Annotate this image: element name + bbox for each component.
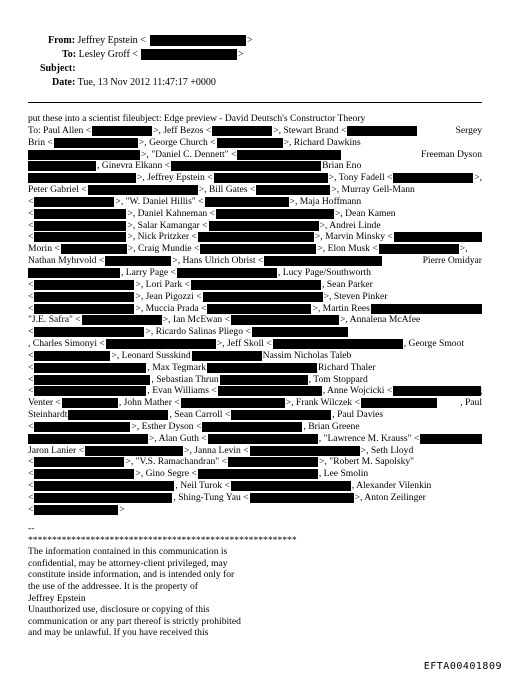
body-text: >, Dave bbox=[451, 231, 482, 243]
body-text: >, Andrei Linde bbox=[319, 219, 381, 231]
body-text: >, Martin Rees bbox=[312, 302, 370, 314]
body-line bbox=[28, 255, 486, 267]
body-line bbox=[28, 421, 486, 433]
body-text: < bbox=[28, 385, 34, 397]
redaction-bar bbox=[34, 422, 130, 432]
body-text: >, Ian McEwan < bbox=[162, 314, 230, 326]
redaction-bar bbox=[85, 446, 183, 456]
redaction-bar bbox=[34, 280, 134, 290]
body-text: < bbox=[28, 302, 34, 314]
body-line bbox=[28, 362, 486, 374]
body-text: >, "Robert M. Sapolsky" bbox=[319, 456, 415, 468]
redaction-bar bbox=[347, 126, 417, 136]
body-text: >, "Daniel C. Dennett" < bbox=[141, 148, 237, 160]
body-text: put these into a scientist fileubject: Edge preview - David Deutsch's Constructor Theory bbox=[28, 113, 366, 124]
body-text: >, Murray Gell-Mann bbox=[331, 184, 415, 196]
body-text: , Paul Davies bbox=[332, 409, 384, 421]
redaction-bar bbox=[214, 173, 328, 183]
redaction-bar bbox=[106, 339, 216, 349]
body-text: >, Salar Kamangar < bbox=[127, 219, 208, 231]
body-line bbox=[28, 433, 486, 445]
body-line bbox=[28, 243, 486, 255]
disclaimer-line: constitute inside information, and is intended only for bbox=[28, 569, 235, 581]
redaction-bar bbox=[34, 363, 146, 373]
body-text: >, Marvin Minsky < bbox=[314, 231, 393, 243]
redaction-bar bbox=[62, 398, 118, 408]
body-text: >, Lori Park < bbox=[135, 278, 190, 290]
body-text: , Anne Wojcicki < bbox=[322, 385, 393, 397]
redaction-bar bbox=[34, 197, 114, 207]
body-text: >, Craig Mundie < bbox=[127, 243, 200, 255]
from-redaction bbox=[150, 35, 246, 46]
body-text: >, "V.S. Ramachandran" < bbox=[125, 456, 228, 468]
from-label: From: bbox=[48, 35, 76, 46]
body-text: Richard Thaler bbox=[318, 361, 376, 373]
body-text: Brin < bbox=[28, 136, 53, 148]
body-text: < bbox=[28, 231, 34, 243]
redaction-bar bbox=[34, 375, 150, 385]
redaction-bar bbox=[34, 386, 146, 396]
subject-row bbox=[40, 63, 76, 75]
redaction-bar bbox=[192, 351, 262, 361]
body-line bbox=[28, 445, 486, 457]
body-line bbox=[28, 184, 486, 196]
redaction-bar bbox=[218, 386, 322, 396]
body-text: >, Jeff Bezos < bbox=[153, 124, 212, 136]
body-text: < bbox=[28, 420, 34, 432]
from-row bbox=[48, 35, 146, 47]
disclaimer-line: Jeffrey Epstein bbox=[28, 592, 86, 604]
redaction-bar bbox=[28, 161, 96, 171]
body-text: Steinhardt bbox=[28, 409, 68, 421]
redaction-bar bbox=[237, 150, 341, 160]
body-text: Brian Eno bbox=[322, 160, 362, 172]
redaction-bar bbox=[177, 268, 277, 278]
body-text: >, George Church < bbox=[138, 136, 216, 148]
body-text: >, Daniel Kahneman < bbox=[127, 207, 215, 219]
body-text: Freeman Dyson bbox=[420, 148, 482, 160]
body-text: , "Lawrence M. Krauss" < bbox=[318, 432, 420, 444]
redaction-bar bbox=[228, 457, 318, 467]
redaction-bar bbox=[34, 481, 174, 491]
body-line bbox=[28, 291, 486, 303]
redaction-bar bbox=[264, 256, 382, 266]
body-text: >, Jeff Skoll < bbox=[216, 338, 272, 350]
body-text: >, Craig bbox=[450, 385, 482, 397]
body-line bbox=[28, 468, 486, 480]
body-line bbox=[28, 374, 486, 386]
redaction-bar bbox=[28, 268, 120, 278]
body-text: , Charles Simonyi < bbox=[28, 338, 105, 350]
body-text: Sergey bbox=[455, 124, 482, 136]
body-line bbox=[28, 303, 486, 315]
body-text: , Larry Page < bbox=[121, 266, 176, 278]
redaction-bar bbox=[198, 232, 314, 242]
redaction-bar bbox=[88, 185, 198, 195]
redaction-bar bbox=[231, 481, 351, 491]
redaction-bar bbox=[34, 327, 144, 337]
date-label: Date: bbox=[52, 77, 76, 88]
body-line bbox=[28, 196, 486, 208]
body-text: Pierre Omidyar bbox=[422, 255, 482, 267]
body-text: >, Ricardo Salinas Pliego < bbox=[145, 326, 251, 338]
separator-stars: ******************************************************** bbox=[28, 534, 297, 546]
to-redaction bbox=[141, 49, 237, 60]
body-text: , Shing-Tung Yau < bbox=[173, 492, 249, 503]
body-line bbox=[28, 113, 486, 125]
to-value: Lesley Groff < bbox=[78, 49, 138, 60]
header-divider bbox=[28, 102, 482, 103]
redaction-bar bbox=[28, 173, 136, 183]
redaction-bar bbox=[34, 469, 134, 479]
body-text: , Neil Turok < bbox=[175, 480, 230, 492]
body-text: >, Nick Pritzker < bbox=[127, 231, 197, 243]
document-id: EFTA00401809 bbox=[423, 661, 502, 672]
body-text: "J.E. Safra" < bbox=[28, 314, 81, 326]
body-text: >, "W. Daniel Hillis" < bbox=[115, 195, 204, 207]
body-text: , Sebastian Thrun bbox=[151, 373, 219, 385]
body-text: , John Mather < bbox=[118, 397, 180, 409]
body-text: >, Muccia Prada < bbox=[135, 302, 207, 314]
body-text: < bbox=[28, 468, 34, 480]
body-line bbox=[28, 220, 486, 232]
disclaimer bbox=[28, 546, 428, 639]
body-text: < bbox=[28, 349, 34, 361]
redaction-bar bbox=[28, 150, 140, 160]
body-text: >, Jeffrey Epstein < bbox=[137, 172, 213, 184]
body-text: >, bbox=[474, 432, 482, 444]
from-tail: > bbox=[247, 35, 253, 46]
redaction-bar bbox=[212, 126, 272, 136]
body-text: , Tom Stoppard bbox=[308, 373, 368, 385]
disclaimer-line: communication or any part thereof is strictly prohibited bbox=[28, 615, 241, 627]
body-text: >, Esther Dyson < bbox=[131, 420, 202, 432]
body-text: >, Elon Musk < bbox=[317, 243, 378, 255]
body-text: >, Bill Gates < bbox=[198, 184, 256, 196]
footer bbox=[28, 523, 428, 639]
body-line bbox=[28, 480, 486, 492]
disclaimer-line: the use of the addressee. It is the property of bbox=[28, 580, 198, 592]
redaction-bar bbox=[34, 209, 126, 219]
body-line bbox=[28, 504, 486, 516]
redaction-bar bbox=[200, 244, 316, 254]
redaction-bar bbox=[171, 161, 321, 171]
body-line bbox=[28, 172, 486, 184]
redaction-bar bbox=[28, 434, 148, 444]
body-line bbox=[28, 338, 486, 350]
body-text: >, Alan Guth < bbox=[149, 432, 207, 444]
body-text: , Lee Smolin bbox=[318, 468, 369, 480]
body-text: < bbox=[28, 373, 34, 385]
body-line bbox=[28, 492, 486, 504]
redaction-bar bbox=[68, 410, 168, 420]
body-text: , Paul bbox=[460, 397, 482, 409]
body-line bbox=[28, 267, 486, 279]
body-line bbox=[28, 149, 486, 161]
body-line bbox=[28, 125, 486, 137]
redaction-bar bbox=[231, 410, 331, 420]
redaction-bar bbox=[273, 339, 403, 349]
disclaimer-line: The information contained in this communication is bbox=[28, 546, 228, 558]
body-text: >, Steven Pinker bbox=[323, 290, 388, 302]
body-text: Venter < bbox=[28, 397, 61, 409]
body-text: >, Leonard Susskind bbox=[111, 349, 191, 361]
body-text: , Sean Carroll < bbox=[169, 409, 231, 421]
body-text: , Lucy Page/Southworth bbox=[277, 266, 371, 278]
body-text: , Evan Williams < bbox=[147, 385, 217, 397]
disclaimer-line: Unauthorized use, disclosure or copying of this bbox=[28, 604, 210, 616]
body-text: < bbox=[28, 195, 34, 207]
to-label: To: bbox=[62, 49, 77, 60]
body-text: , Ginevra Elkann < bbox=[97, 160, 171, 172]
redaction-bar bbox=[250, 493, 354, 503]
body-text: Nathan Myhrvold < bbox=[28, 255, 105, 267]
body-text: >, Seth Lloyd bbox=[360, 444, 414, 456]
body-text: >, Frank Wilczek < bbox=[285, 397, 360, 409]
body-text: < bbox=[28, 480, 34, 492]
redaction-bar bbox=[207, 363, 317, 373]
body-text: < bbox=[28, 278, 34, 290]
body-text: >, Dean Kamen bbox=[334, 207, 396, 219]
message-body bbox=[28, 113, 486, 516]
redaction-bar bbox=[92, 126, 152, 136]
redaction-bar bbox=[105, 256, 171, 266]
redaction-bar bbox=[34, 221, 126, 231]
body-text: , George Smoot bbox=[403, 338, 465, 350]
body-text: >, Hans Ulrich Obrist < bbox=[172, 255, 264, 267]
body-text: < bbox=[28, 503, 34, 515]
body-text: , Brian Greene bbox=[303, 420, 360, 432]
redaction-bar bbox=[420, 434, 482, 444]
disclaimer-line: and may be unlawful. If you have received this bbox=[28, 627, 209, 639]
body-text: >, Anton Zeilinger bbox=[354, 492, 426, 503]
disclaimer-line: confidential, may be attorney-client privileged, may bbox=[28, 557, 228, 569]
body-text: >, Tony Fadell < bbox=[328, 172, 393, 184]
redaction-bar bbox=[250, 446, 360, 456]
body-line bbox=[28, 279, 486, 291]
body-text: > bbox=[119, 503, 125, 515]
body-text: >, Janna Levin < bbox=[184, 444, 249, 456]
redaction-bar bbox=[256, 185, 330, 195]
redaction-bar bbox=[220, 375, 308, 385]
body-text: Peter Gabriel < bbox=[28, 184, 87, 196]
redaction-bar bbox=[82, 315, 162, 325]
body-text: Nassim Nicholas Taleb bbox=[262, 349, 352, 361]
body-line bbox=[28, 208, 486, 220]
body-text: >, bbox=[474, 172, 482, 184]
body-text: < bbox=[28, 456, 34, 468]
date-row bbox=[52, 77, 216, 89]
redaction-bar bbox=[252, 327, 348, 337]
date-value: Tue, 13 Nov 2012 11:47:17 +0000 bbox=[77, 77, 216, 88]
body-text: >, Jean Pigozzi < bbox=[135, 290, 202, 302]
redaction-bar bbox=[217, 138, 283, 148]
body-line bbox=[28, 397, 486, 409]
body-line bbox=[28, 409, 486, 421]
body-line bbox=[28, 160, 486, 172]
body-text: < bbox=[28, 207, 34, 219]
body-text: , Max Tegmark bbox=[147, 361, 206, 373]
body-text: Jaron Lanier < bbox=[28, 444, 85, 456]
redaction-bar bbox=[34, 304, 134, 314]
redaction-bar bbox=[34, 232, 126, 242]
redaction-bar bbox=[34, 505, 118, 515]
body-text: >, Annalena McAfee bbox=[339, 314, 421, 326]
redaction-bar bbox=[361, 398, 437, 408]
body-text: < bbox=[28, 361, 34, 373]
body-text: , Alexander Vilenkin bbox=[351, 480, 432, 492]
body-text: >, bbox=[459, 243, 468, 255]
redaction-bar bbox=[393, 173, 473, 183]
redaction-bar bbox=[231, 315, 339, 325]
to-row bbox=[62, 49, 138, 61]
body-line bbox=[28, 456, 486, 468]
body-line bbox=[28, 385, 486, 397]
redaction-bar bbox=[371, 304, 482, 314]
body-text: < bbox=[28, 290, 34, 302]
body-text: < bbox=[28, 219, 34, 231]
from-value: Jeffrey Epstein < bbox=[77, 35, 146, 46]
redaction-bar bbox=[208, 434, 318, 444]
redaction-bar bbox=[379, 244, 459, 254]
body-line bbox=[28, 326, 486, 338]
body-line bbox=[28, 137, 486, 149]
redaction-bar bbox=[198, 469, 318, 479]
redaction-bar bbox=[207, 304, 311, 314]
body-text: Morin < bbox=[28, 243, 60, 255]
to-tail: > bbox=[238, 49, 244, 60]
body-line bbox=[28, 231, 486, 243]
redaction-bar bbox=[34, 457, 124, 467]
body-text: >, Stewart Brand < bbox=[273, 124, 347, 136]
body-line bbox=[28, 350, 486, 362]
redaction-bar bbox=[61, 244, 127, 254]
redaction-bar bbox=[203, 292, 323, 302]
body-text: < bbox=[28, 326, 34, 338]
redaction-bar bbox=[34, 493, 172, 503]
body-text: >, Gino Segre < bbox=[135, 468, 197, 480]
redaction-bar bbox=[216, 209, 334, 219]
body-text: To: Paul Allen < bbox=[28, 124, 92, 136]
body-text: < bbox=[28, 492, 34, 503]
body-text: , Sean Parker bbox=[321, 278, 373, 290]
redaction-bar bbox=[34, 351, 110, 361]
body-text: >, Richard Dawkins bbox=[283, 136, 361, 148]
redaction-bar bbox=[181, 398, 285, 408]
redaction-bar bbox=[205, 197, 289, 207]
redaction-bar bbox=[209, 221, 319, 231]
subject-label: Subject: bbox=[40, 63, 76, 74]
signature-dash: -- bbox=[28, 523, 35, 534]
redaction-bar bbox=[191, 280, 321, 290]
body-line bbox=[28, 314, 486, 326]
redaction-bar bbox=[202, 422, 302, 432]
body-text: >, Maja Hoffmann bbox=[289, 195, 362, 207]
redaction-bar bbox=[34, 292, 134, 302]
redaction-bar bbox=[54, 138, 138, 148]
